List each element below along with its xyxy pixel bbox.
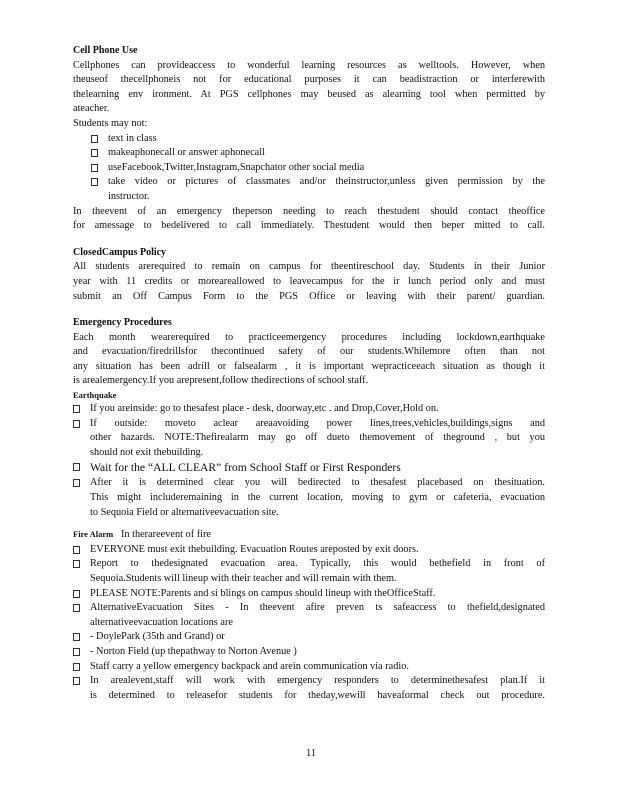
- list-item: AlternativeEvacuation Sites - In theevent afire preven ts safeaccess to thefield,designated alternativeevacuation locations are: [73, 601, 545, 630]
- section-heading-cell-phone: Cell Phone Use: [73, 45, 138, 56]
- checkbox-bullet-icon: [73, 648, 80, 656]
- list-item: Staff carry a yellow emergency backpack and arein communication via radio.: [73, 660, 545, 675]
- subheading-fire-alarm: Fire Alarm In therareevent of fire: [73, 529, 211, 541]
- checkbox-bullet-icon: [73, 677, 80, 685]
- list-item: After it is determined clear you will bedirected to thesafest placebased on thesituation. This might includeremaining in the current location, moving to gym or cafeteria, evacuation to Sequoia Field or alternativeevacuation site.: [73, 476, 545, 520]
- paragraph-line: year with 11 credits or moreareallowed to leavecampus for the ir lunch period only and must: [73, 275, 545, 287]
- list-item: - DoylePark (35th and Grand) or: [73, 630, 545, 645]
- paragraph-line: and evacuation/firedrillsfor thecontinued safety of our students.Whilemore often than not: [73, 346, 545, 358]
- page-number: 11: [306, 748, 317, 759]
- paragraph-line: All students arerequired to remain on campus for theentireschool day. Students in their Junior: [73, 261, 545, 273]
- checkbox-bullet-icon: [91, 149, 98, 157]
- checkbox-bullet-icon: [73, 604, 80, 612]
- list-item: If you areinside: go to thesafest place - desk, doorway,etc . and Drop,Cover,Hold on.: [73, 402, 545, 417]
- list-item: take video or pictures of classmates and/or theinstructor,unless given permission by the instructor.: [91, 175, 545, 204]
- paragraph-line: for amessage to bedelivered to call immediately. Thestudent would then beper mitted to call.: [73, 220, 545, 232]
- checkbox-bullet-icon: [91, 135, 98, 143]
- checkbox-bullet-icon: [73, 546, 80, 554]
- checkbox-bullet-icon: [73, 405, 80, 413]
- paragraph-line: submit an Off Campus Form to the PGS Office or leaving with their parent/ guardian.: [73, 290, 545, 302]
- section-heading-closed-campus: ClosedCampus Policy: [73, 246, 167, 258]
- checkbox-bullet-icon: [73, 663, 80, 671]
- checkbox-bullet-icon: [91, 178, 98, 186]
- checkbox-bullet-icon: [73, 479, 80, 487]
- paragraph-line: In theevent of an emergency theperson needing to reach thestudent should contact theoffice: [73, 205, 545, 217]
- checkbox-bullet-icon: [91, 164, 98, 172]
- paragraph-line: any situation has been adrill or falsealarm , it is important wepracticeeach situation as though it: [73, 360, 545, 372]
- checkbox-bullet-icon: [73, 560, 80, 568]
- paragraph-line: thelearning env ironment. At PGS cellphones may beused as alearning tool when permitted by: [73, 88, 545, 100]
- section-heading-emergency: Emergency Procedures: [73, 317, 172, 329]
- list-item: If outside: moveto aclear areaavoiding power lines,trees,vehicles,buildings,signs and other hazards. NOTE:Thefirealarm may go off dueto themovement of theground , but you should not exit thebuilding.: [73, 417, 545, 461]
- list-item: EVERYONE must exit thebuilding. Evacuation Routes areposted by exit doors.: [73, 543, 545, 558]
- list-item: Report to thedesignated evacuation area. Typically, this would bethefield in front of Sequoia.Students will lineup with their teacher and will remain with them.: [73, 557, 545, 586]
- document-page: [73, 44, 545, 703]
- paragraph-line: theuseof thecellphoneis not for educational purposes it can beadistraction or interferewith: [73, 74, 545, 86]
- list-item: makeaphonecall or answer aphonecall: [91, 146, 545, 161]
- subheading-earthquake: Earthquake: [73, 390, 117, 401]
- list-item: In arealevent,staff will work with emergency responders to determinethesafest plan.If it is determined to releasefor students for theday,wewill haveaformal check out procedure.: [73, 674, 545, 703]
- paragraph-line: ateacher.: [73, 103, 110, 115]
- list-intro: Students may not:: [73, 117, 148, 129]
- list-item: PLEASE NOTE:Parents and si blings on campus should lineup with theOfficeStaff.: [73, 587, 545, 602]
- paragraph-line: is arealemergency.If you arepresent,follow thedirections of school staff.: [73, 375, 369, 387]
- list-item: text in class: [91, 132, 545, 147]
- checkbox-bullet-icon: [73, 633, 80, 641]
- list-item: useFacebook,Twitter,Instagram,Snapchator other social media: [91, 161, 545, 176]
- checkbox-bullet-icon: [73, 420, 80, 428]
- paragraph-line: Cellphones can provideaccess to wonderful learning resources as welltools. However, when: [73, 59, 545, 71]
- list-item: - Norton Field (up thepathway to Norton Avenue ): [73, 645, 545, 660]
- list-item: Wait for the “ALL CLEAR” from School Staff or First Responders: [73, 460, 545, 476]
- checkbox-bullet-icon: [73, 463, 80, 471]
- paragraph-line: Each month wearerequired to practiceemergency procedures including lockdown,earthquake: [73, 331, 545, 343]
- checkbox-bullet-icon: [73, 590, 80, 598]
